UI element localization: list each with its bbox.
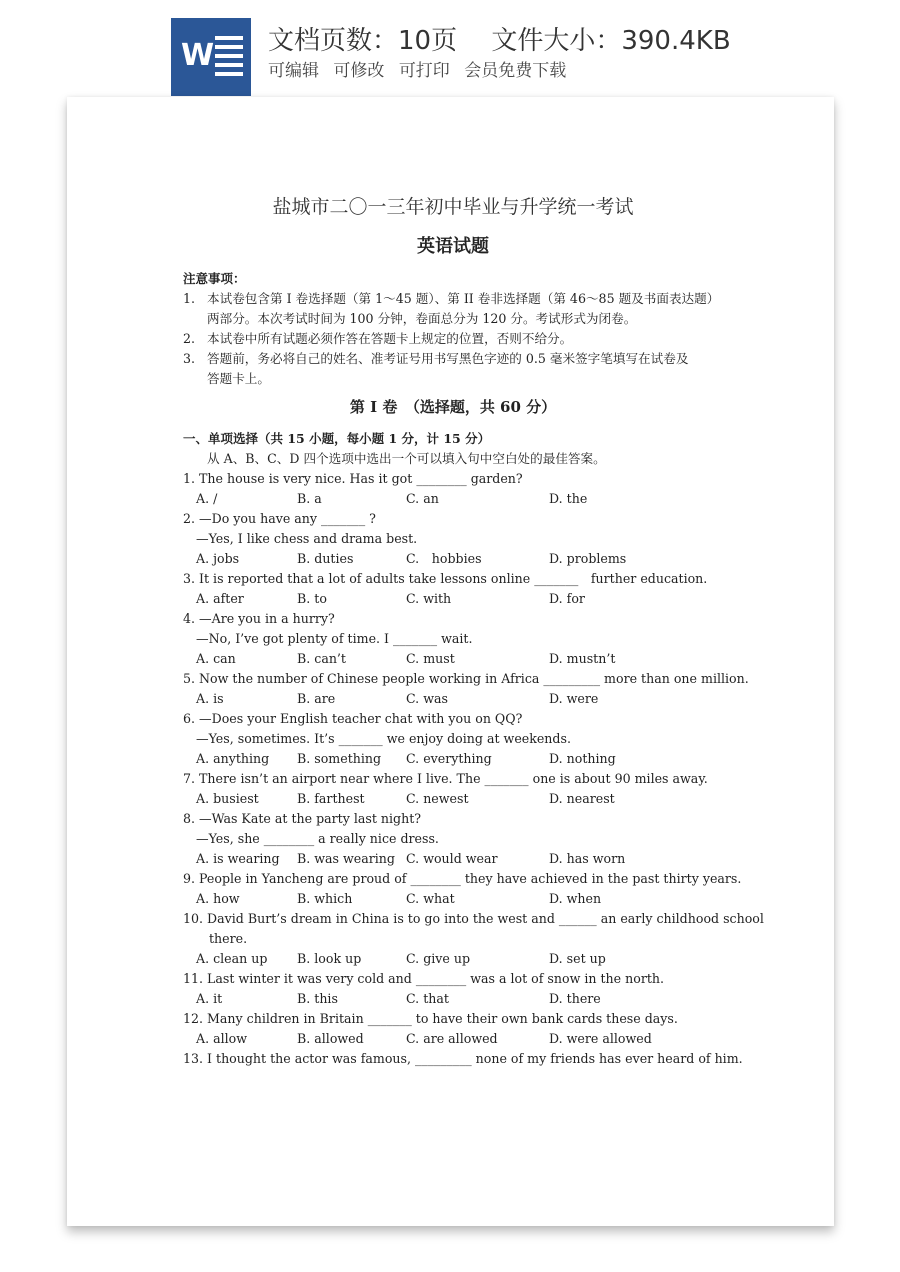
tag-printable: 可打印 — [398, 61, 450, 81]
question-line: 8. —Was Kate at the party last night? — [183, 811, 422, 826]
question-line: 9. People in Yancheng are proud of ________ they have achieved in the past thirty years. — [183, 871, 742, 886]
answer-option: D. were — [549, 691, 599, 706]
options-row — [183, 489, 723, 509]
answer-option: B. are — [297, 691, 336, 706]
question-line: 3. It is reported that a lot of adults take lessons online _______ further education. — [183, 571, 708, 586]
part-heading: 一、单项选择（共 15 小题，每小题 1 分，计 15 分） — [183, 431, 491, 446]
answer-option: C. that — [406, 991, 449, 1006]
options-row — [183, 849, 723, 869]
question-line: 7. There isn’t an airport near where I live. The _______ one is about 90 miles away. — [183, 771, 708, 786]
answer-option: A. clean up — [196, 951, 268, 966]
question-line: —No, I’ve got plenty of time. I _______ wait. — [196, 631, 473, 646]
options-row — [183, 649, 723, 669]
file-info-title: 文档页数：10页 文件大小：390.4KB — [268, 26, 731, 56]
options-row — [183, 689, 723, 709]
options-row — [183, 549, 723, 569]
answer-option: D. there — [549, 991, 601, 1006]
instruction-text: 从 A、B、C、D 四个选项中选出一个可以填入句中空白处的最佳答案。 — [207, 451, 606, 466]
answer-option: A. busiest — [196, 791, 259, 806]
answer-option: B. allowed — [297, 1031, 364, 1046]
options-row — [183, 749, 723, 769]
answer-option: B. a — [297, 491, 322, 506]
answer-option: D. mustn’t — [549, 651, 616, 666]
answer-option: C. would wear — [406, 851, 498, 866]
answer-option: C. an — [406, 491, 439, 506]
answer-option: D. the — [549, 491, 588, 506]
options-row — [183, 1029, 723, 1049]
options-row — [183, 989, 723, 1009]
question-line: 12. Many children in Britain _______ to have their own bank cards these days. — [183, 1011, 678, 1026]
answer-option: B. was wearing — [297, 851, 395, 866]
answer-option: A. it — [196, 991, 223, 1006]
answer-option: B. look up — [297, 951, 362, 966]
notice-line: 两部分。本次考试时间为 100 分钟，卷面总分为 120 分。考试形式为闭卷。 — [207, 311, 637, 326]
answer-option: B. something — [297, 751, 382, 766]
answer-option: A. is — [196, 691, 224, 706]
answer-option: C. are allowed — [406, 1031, 498, 1046]
word-icon-letter: W — [181, 38, 215, 73]
options-row — [183, 889, 723, 909]
answer-option: C. everything — [406, 751, 492, 766]
answer-option: A. / — [196, 491, 218, 506]
options-row — [183, 789, 723, 809]
answer-option: A. anything — [196, 751, 270, 766]
answer-option: C. hobbies — [406, 551, 482, 566]
answer-option: D. when — [549, 891, 602, 906]
exam-subtitle: 英语试题 — [417, 236, 489, 257]
word-document-icon — [171, 18, 251, 96]
exam-title: 盐城市二〇一三年初中毕业与升学统一考试 — [272, 196, 634, 218]
options-row — [183, 589, 723, 609]
section-title: 第 I 卷 （选择题，共 60 分） — [349, 398, 557, 416]
question-line: —Yes, sometimes. It’s _______ we enjoy doing at weekends. — [196, 731, 571, 746]
question-line: 10. David Burt’s dream in China is to go into the west and ______ an early childhood school — [183, 911, 764, 926]
feature-tags — [268, 56, 575, 81]
answer-option: C. newest — [406, 791, 469, 806]
answer-option: C. with — [406, 591, 452, 606]
answer-option: C. what — [406, 891, 455, 906]
answer-option: B. to — [297, 591, 327, 606]
notice-line: 2. 本试卷中所有试题必须作答在答题卡上规定的位置，否则不给分。 — [183, 331, 573, 346]
tag-editable: 可编辑 — [268, 61, 319, 81]
answer-option: A. after — [196, 591, 244, 606]
notice-line: 答题卡上。 — [207, 371, 270, 386]
answer-option: A. how — [196, 891, 240, 906]
answer-option: A. allow — [196, 1031, 248, 1046]
question-line: —Yes, she ________ a really nice dress. — [196, 831, 439, 846]
question-line: 11. Last winter it was very cold and ________ was a lot of snow in the north. — [183, 971, 665, 986]
answer-option: B. this — [297, 991, 338, 1006]
notice-heading: 注意事项： — [183, 271, 246, 286]
answer-option: A. is wearing — [196, 851, 280, 866]
answer-option: D. nothing — [549, 751, 616, 766]
notice-line: 1. 本试卷包含第 I 卷选择题（第 1～45 题）、第 II 卷非选择题（第 46～85 题及书面表达题） — [183, 291, 720, 306]
answer-option: B. farthest — [297, 791, 365, 806]
options-row — [183, 949, 723, 969]
answer-option: D. nearest — [549, 791, 615, 806]
answer-option: B. duties — [297, 551, 354, 566]
answer-option: D. were allowed — [549, 1031, 652, 1046]
tag-modifiable: 可修改 — [333, 61, 385, 81]
question-line: 13. I thought the actor was famous, _________ none of my friends has ever heard of him. — [183, 1051, 743, 1066]
question-line: 1. The house is very nice. Has it got ________ garden? — [183, 471, 523, 486]
answer-option: D. set up — [549, 951, 606, 966]
answer-option: D. has worn — [549, 851, 626, 866]
document-page — [67, 97, 834, 1226]
answer-option: D. for — [549, 591, 585, 606]
question-line: there. — [209, 931, 248, 946]
question-line: 5. Now the number of Chinese people working in Africa _________ more than one million. — [183, 671, 749, 686]
question-line: 4. —Are you in a hurry? — [183, 611, 335, 626]
answer-option: D. problems — [549, 551, 627, 566]
question-line: 6. —Does your English teacher chat with you on QQ? — [183, 711, 523, 726]
notice-line: 3. 答题前，务必将自己的姓名、准考证号用书写黑色字迹的 0.5 毫米签字笔填写在试卷及 — [183, 351, 689, 366]
answer-option: A. jobs — [196, 551, 240, 566]
question-line: 2. —Do you have any _______ ? — [183, 511, 376, 526]
answer-option: A. can — [196, 651, 236, 666]
question-line: —Yes, I like chess and drama best. — [196, 531, 418, 546]
answer-option: C. give up — [406, 951, 471, 966]
answer-option: B. can’t — [297, 651, 346, 666]
tag-free-download: 会员免费下载 — [464, 61, 567, 81]
answer-option: B. which — [297, 891, 353, 906]
download-banner — [0, 0, 900, 100]
answer-option: C. was — [406, 691, 448, 706]
answer-option: C. must — [406, 651, 455, 666]
